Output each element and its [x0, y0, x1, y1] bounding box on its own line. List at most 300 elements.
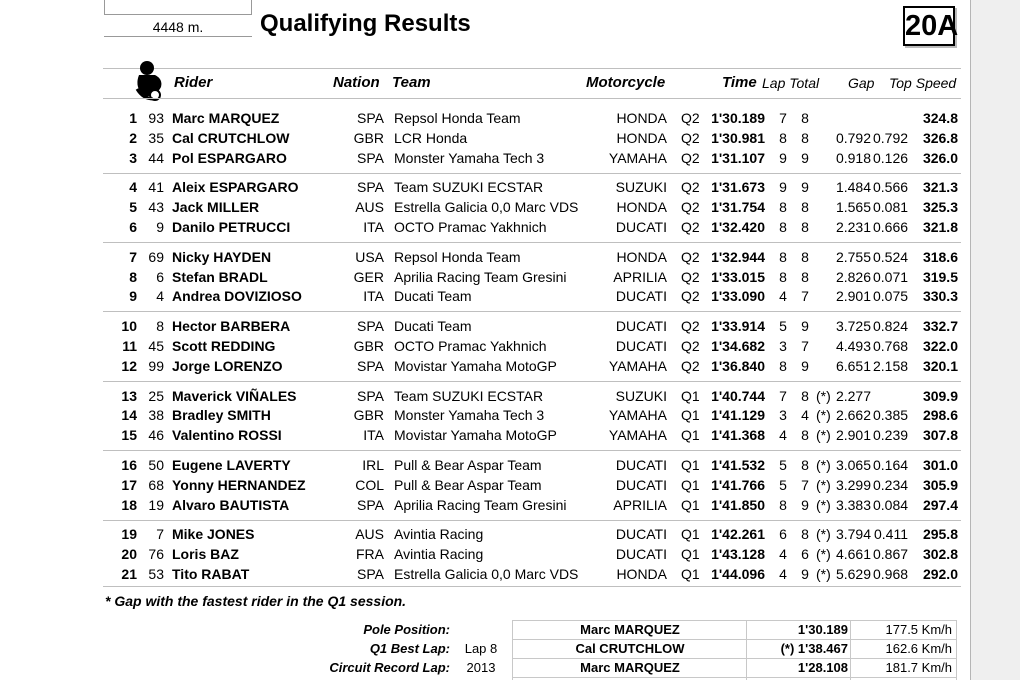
rider-name-cell: Jack MILLER	[172, 199, 260, 216]
session-cell: Q2	[681, 219, 700, 235]
team-cell: Aprilia Racing Team Gresini	[394, 496, 567, 513]
window-frame-right	[970, 0, 1020, 680]
gap-first-cell: 2.901	[835, 427, 871, 444]
total-laps-cell: 8	[801, 199, 809, 216]
top-speed-cell: 326.0	[922, 149, 958, 166]
gap-first-cell: 0.792	[835, 129, 871, 146]
top-speed-cell: 297.4	[922, 496, 958, 513]
team-cell: Avintia Racing	[394, 526, 484, 543]
position-cell: 15	[121, 427, 137, 444]
total-laps-cell: 8	[801, 427, 809, 444]
gap-previous-cell: 0.666	[873, 219, 909, 235]
gap-previous-cell: 0.792	[873, 129, 909, 146]
lap-time-cell: 1'41.850	[711, 496, 765, 513]
summary-column-rule	[746, 620, 747, 680]
nation-cell: COL	[355, 476, 384, 493]
footnote: * Gap with the fastest rider in the Q1 session.	[105, 593, 407, 609]
best-lap-cell: 8	[779, 268, 787, 285]
nation-cell: GBR	[353, 407, 384, 424]
best-lap-cell: 8	[779, 496, 787, 513]
top-speed-cell: 321.8	[922, 219, 958, 235]
nation-cell: SPA	[357, 110, 384, 126]
motorcycle-cell: HONDA	[616, 248, 667, 265]
group-divider	[103, 311, 961, 312]
total-laps-cell: 8	[801, 268, 809, 285]
session-cell: Q2	[681, 357, 700, 374]
position-cell: 19	[121, 526, 137, 543]
position-cell: 9	[129, 288, 137, 305]
summary-time: 1'30.189	[797, 622, 848, 637]
team-cell: Estrella Galicia 0,0 Marc VDS	[394, 199, 579, 216]
table-row	[0, 386, 970, 406]
summary-label: Q1 Best Lap:	[369, 641, 450, 656]
team-cell: LCR Honda	[394, 129, 468, 146]
summary-top-rule	[512, 620, 956, 621]
best-lap-cell: 4	[779, 546, 787, 563]
motorcycle-cell: DUCATI	[615, 219, 667, 235]
rider-number-cell: 8	[156, 318, 164, 335]
total-laps-cell: 8	[801, 526, 809, 543]
gap-previous-cell: 0.524	[873, 248, 909, 265]
rider-number-cell: 9	[156, 219, 164, 235]
total-laps-cell: 8	[801, 457, 809, 473]
table-row	[0, 197, 970, 217]
lap-time-cell: 1'43.128	[711, 546, 765, 563]
gap-first-cell: 3.299	[835, 476, 871, 493]
rider-name-cell: Scott REDDING	[172, 338, 276, 354]
table-row	[0, 217, 970, 237]
column-header-lap-total: Lap Total	[762, 75, 820, 91]
top-speed-cell: 326.8	[922, 129, 958, 146]
best-lap-cell: 5	[779, 318, 787, 335]
rider-number-cell: 44	[148, 149, 164, 166]
rider-name-cell: Tito RABAT	[172, 566, 250, 582]
motorcycle-cell: HONDA	[616, 199, 667, 216]
summary-row	[300, 658, 960, 677]
best-lap-cell: 8	[779, 219, 787, 235]
rider-number-cell: 41	[148, 179, 164, 196]
table-row	[0, 177, 970, 197]
top-speed-cell: 292.0	[922, 566, 958, 582]
position-cell: 2	[129, 129, 137, 146]
table-row	[0, 286, 970, 306]
session-cell: Q2	[681, 179, 700, 196]
position-cell: 5	[129, 199, 137, 216]
position-cell: 14	[121, 407, 137, 424]
q1-marker-cell: (*)	[816, 546, 831, 563]
column-header-gap: Gap	[848, 75, 875, 91]
lap-time-cell: 1'42.261	[711, 526, 765, 543]
gap-previous-cell: 0.239	[873, 427, 909, 444]
group-divider	[103, 381, 961, 382]
team-cell: Repsol Honda Team	[394, 110, 521, 126]
page-title: Qualifying Results	[260, 10, 471, 37]
column-header-motorcycle: Motorcycle	[586, 74, 666, 91]
rider-number-cell: 7	[156, 526, 164, 543]
summary-speed: 181.7 Km/h	[885, 660, 952, 675]
top-speed-cell: 332.7	[922, 318, 958, 335]
rider-number-cell: 99	[148, 357, 164, 374]
column-header-rider: Rider	[174, 74, 213, 91]
q1-marker-cell: (*)	[816, 526, 831, 543]
rider-name-cell: Andrea DOVIZIOSO	[172, 288, 302, 305]
position-cell: 12	[121, 357, 137, 374]
best-lap-cell: 4	[779, 288, 787, 305]
rider-name-cell: Maverick VIÑALES	[172, 387, 297, 404]
motorcycle-cell: YAMAHA	[608, 407, 667, 424]
rider-number-cell: 68	[148, 476, 164, 493]
team-cell: Repsol Honda Team	[394, 248, 521, 265]
team-cell: Pull & Bear Aspar Team	[394, 476, 542, 493]
total-laps-cell: 6	[801, 546, 809, 563]
top-speed-cell: 325.3	[922, 199, 958, 216]
total-laps-cell: 9	[801, 357, 809, 374]
best-lap-cell: 5	[779, 476, 787, 493]
session-cell: Q2	[681, 149, 700, 166]
gap-first-cell: 6.651	[835, 357, 871, 374]
summary-speed: 162.6 Km/h	[885, 641, 952, 656]
team-cell: Monster Yamaha Tech 3	[394, 149, 545, 166]
position-cell: 6	[129, 219, 137, 235]
table-row	[0, 405, 970, 425]
gap-previous-cell: 0.768	[873, 338, 909, 354]
table-row	[0, 128, 970, 148]
group-divider	[103, 520, 961, 521]
gap-previous-cell: 0.164	[873, 457, 909, 473]
nation-cell: AUS	[355, 199, 384, 216]
motorcycle-cell: DUCATI	[615, 546, 667, 563]
session-cell: Q2	[681, 288, 700, 305]
session-cell: Q2	[681, 110, 700, 126]
lap-time-cell: 1'41.766	[711, 476, 765, 493]
column-header-time: Time	[722, 74, 757, 91]
motorcycle-cell: APRILIA	[613, 496, 667, 513]
q1-marker-cell: (*)	[816, 496, 831, 513]
rider-number-cell: 50	[148, 457, 164, 473]
team-cell: Avintia Racing	[394, 546, 484, 563]
total-laps-cell: 8	[801, 248, 809, 265]
rider-number-cell: 45	[148, 338, 164, 354]
session-cell: Q2	[681, 129, 700, 146]
session-cell: Q2	[681, 318, 700, 335]
rider-name-cell: Alvaro BAUTISTA	[172, 496, 290, 513]
summary-time: 1'28.108	[797, 660, 848, 675]
circuit-logo-box	[104, 0, 252, 15]
rider-name-cell: Aleix ESPARGARO	[172, 179, 299, 196]
team-cell: Movistar Yamaha MotoGP	[394, 427, 557, 444]
nation-cell: USA	[355, 248, 384, 265]
lap-time-cell: 1'41.532	[711, 457, 765, 473]
group-divider	[103, 173, 961, 174]
motorcycle-cell: DUCATI	[615, 526, 667, 543]
rider-number-cell: 38	[148, 407, 164, 424]
motorcycle-cell: DUCATI	[615, 476, 667, 493]
document-code-badge: 20A	[903, 6, 955, 46]
table-row	[0, 267, 970, 287]
summary-column-rule	[512, 620, 513, 680]
gap-first-cell: 2.755	[835, 248, 871, 265]
gap-previous-cell: 0.824	[873, 318, 909, 335]
session-cell: Q1	[681, 476, 700, 493]
column-header-team: Team	[392, 74, 431, 91]
rider-name-cell: Bradley SMITH	[172, 407, 271, 424]
best-lap-cell: 7	[779, 110, 787, 126]
motorcycle-cell: HONDA	[616, 566, 667, 582]
position-cell: 4	[129, 179, 137, 196]
top-speed-cell: 322.0	[922, 338, 958, 354]
table-row	[0, 475, 970, 495]
q1-marker-cell: (*)	[816, 457, 831, 473]
top-speed-cell: 305.9	[922, 476, 958, 493]
q1-marker-cell: (*)	[816, 427, 831, 444]
total-laps-cell: 7	[801, 338, 809, 354]
session-cell: Q1	[681, 407, 700, 424]
best-lap-cell: 8	[779, 199, 787, 216]
team-cell: Ducati Team	[394, 318, 472, 335]
summary-rule	[512, 677, 956, 678]
rider-name-cell: Marc MARQUEZ	[172, 110, 280, 126]
nation-cell: ITA	[363, 427, 384, 444]
team-cell: OCTO Pramac Yakhnich	[394, 219, 547, 235]
rider-name-cell: Mike JONES	[172, 526, 255, 543]
top-speed-cell: 307.8	[922, 427, 958, 444]
rider-name-cell: Yonny HERNANDEZ	[172, 476, 306, 493]
table-row	[0, 356, 970, 376]
gap-previous-cell: 0.075	[873, 288, 909, 305]
session-cell: Q2	[681, 199, 700, 216]
lap-time-cell: 1'30.981	[711, 129, 765, 146]
session-cell: Q2	[681, 268, 700, 285]
gap-first-cell: 2.662	[835, 407, 871, 424]
rider-name-cell: Danilo PETRUCCI	[172, 219, 291, 235]
total-laps-cell: 8	[801, 129, 809, 146]
table-row	[0, 336, 970, 356]
gap-previous-cell: 0.234	[873, 476, 909, 493]
lap-time-cell: 1'34.682	[711, 338, 765, 354]
rider-name-cell: Pol ESPARGARO	[172, 149, 287, 166]
gap-first-cell: 3.383	[835, 496, 871, 513]
total-laps-cell: 8	[801, 387, 809, 404]
top-speed-cell: 324.8	[922, 110, 958, 126]
gap-first-cell: 0.918	[835, 149, 871, 166]
team-cell: Aprilia Racing Team Gresini	[394, 268, 567, 285]
table-row	[0, 564, 970, 584]
top-speed-cell: 320.1	[922, 357, 958, 374]
team-cell: Movistar Yamaha MotoGP	[394, 357, 557, 374]
best-lap-cell: 5	[779, 457, 787, 473]
motorcycle-cell: DUCATI	[615, 318, 667, 335]
lap-time-cell: 1'31.754	[711, 199, 765, 216]
motorcycle-cell: APRILIA	[613, 268, 667, 285]
motorcycle-rider-icon	[133, 59, 167, 101]
gap-first-cell: 2.277	[835, 387, 871, 404]
team-cell: Ducati Team	[394, 288, 472, 305]
session-cell: Q1	[681, 427, 700, 444]
session-cell: Q1	[681, 457, 700, 473]
session-cell: Q1	[681, 566, 700, 582]
top-speed-cell: 319.5	[922, 268, 958, 285]
summary-time: (*) 1'38.467	[780, 641, 848, 656]
gap-previous-cell: 0.126	[873, 149, 909, 166]
rider-number-cell: 19	[148, 496, 164, 513]
lap-time-cell: 1'41.129	[711, 407, 765, 424]
gap-previous-cell: 0.081	[873, 199, 909, 216]
summary-speed: 177.5 Km/h	[885, 622, 952, 637]
rider-name-cell: Stefan BRADL	[172, 268, 268, 285]
group-divider	[103, 450, 961, 451]
summary-column-rule	[850, 620, 851, 680]
lap-time-cell: 1'36.840	[711, 357, 765, 374]
summary-extra: 2013	[466, 660, 496, 675]
session-cell: Q1	[681, 496, 700, 513]
table-row	[0, 316, 970, 336]
gap-previous-cell: 2.158	[873, 357, 909, 374]
table-row	[0, 495, 970, 515]
column-header-nation: Nation	[333, 74, 380, 91]
q1-marker-cell: (*)	[816, 566, 831, 582]
header-bottom-rule	[103, 98, 961, 99]
rider-name-cell: Valentino ROSSI	[172, 427, 282, 444]
best-lap-cell: 8	[779, 357, 787, 374]
position-cell: 7	[129, 248, 137, 265]
team-cell: Team SUZUKI ECSTAR	[394, 179, 544, 196]
nation-cell: SPA	[357, 179, 384, 196]
nation-cell: ITA	[363, 219, 384, 235]
lap-time-cell: 1'32.420	[711, 219, 765, 235]
total-laps-cell: 8	[801, 110, 809, 126]
best-lap-cell: 4	[779, 427, 787, 444]
top-speed-cell: 321.3	[922, 179, 958, 196]
gap-previous-cell: 0.968	[873, 566, 909, 582]
position-cell: 21	[121, 566, 137, 582]
table-bottom-rule	[103, 586, 961, 587]
nation-cell: SPA	[357, 149, 384, 166]
rider-name-cell: Nicky HAYDEN	[172, 248, 272, 265]
lap-time-cell: 1'41.368	[711, 427, 765, 444]
rider-number-cell: 53	[148, 566, 164, 582]
position-cell: 16	[121, 457, 137, 473]
best-lap-cell: 3	[779, 407, 787, 424]
position-cell: 13	[121, 387, 137, 404]
nation-cell: GER	[353, 268, 384, 285]
lap-time-cell: 1'40.744	[711, 387, 765, 404]
summary-rider: Marc MARQUEZ	[580, 660, 680, 675]
motorcycle-cell: YAMAHA	[608, 149, 667, 166]
total-laps-cell: 9	[801, 496, 809, 513]
summary-row	[300, 620, 960, 639]
team-cell: Pull & Bear Aspar Team	[394, 457, 542, 473]
summary-extra: Lap 8	[464, 641, 498, 656]
gap-previous-cell: 0.566	[873, 179, 909, 196]
lap-time-cell: 1'31.107	[711, 149, 765, 166]
rider-number-cell: 6	[156, 268, 164, 285]
gap-previous-cell: 0.867	[873, 546, 909, 563]
nation-cell: GBR	[353, 129, 384, 146]
top-speed-cell: 330.3	[922, 288, 958, 305]
team-cell: OCTO Pramac Yakhnich	[394, 338, 547, 354]
gap-first-cell: 5.629	[835, 566, 871, 582]
lap-time-cell: 1'30.189	[711, 110, 765, 126]
gap-first-cell: 1.565	[835, 199, 871, 216]
nation-cell: ITA	[363, 288, 384, 305]
position-cell: 8	[129, 268, 137, 285]
best-lap-cell: 8	[779, 129, 787, 146]
team-cell: Monster Yamaha Tech 3	[394, 407, 545, 424]
total-laps-cell: 9	[801, 179, 809, 196]
total-laps-cell: 9	[801, 149, 809, 166]
session-cell: Q2	[681, 338, 700, 354]
nation-cell: GBR	[353, 338, 384, 354]
column-header-top-speed: Top Speed	[889, 75, 957, 91]
gap-first-cell: 4.661	[835, 546, 871, 563]
team-cell: Estrella Galicia 0,0 Marc VDS	[394, 566, 579, 582]
rider-number-cell: 93	[148, 110, 164, 126]
gap-first-cell: 1.484	[835, 179, 871, 196]
q1-marker-cell: (*)	[816, 476, 831, 493]
rider-number-cell: 43	[148, 199, 164, 216]
top-speed-cell: 295.8	[922, 526, 958, 543]
rider-name-cell: Eugene LAVERTY	[172, 457, 291, 473]
position-cell: 11	[122, 338, 137, 354]
table-row	[0, 524, 970, 544]
nation-cell: SPA	[357, 496, 384, 513]
q1-marker-cell: (*)	[816, 407, 831, 424]
summary-column-rule	[956, 620, 957, 680]
motorcycle-cell: DUCATI	[615, 457, 667, 473]
position-cell: 10	[121, 318, 137, 335]
gap-first-cell: 3.065	[835, 457, 871, 473]
lap-time-cell: 1'44.096	[711, 566, 765, 582]
rider-name-cell: Loris BAZ	[172, 546, 239, 563]
gap-first-cell: 2.901	[835, 288, 871, 305]
gap-previous-cell: 0.385	[873, 407, 909, 424]
best-lap-cell: 9	[779, 149, 787, 166]
session-cell: Q1	[681, 526, 700, 543]
lap-time-cell: 1'33.090	[711, 288, 765, 305]
top-speed-cell: 302.8	[922, 546, 958, 563]
summary-label: Circuit Record Lap:	[329, 660, 450, 675]
rider-name-cell: Jorge LORENZO	[172, 357, 283, 374]
motorcycle-cell: SUZUKI	[615, 387, 667, 404]
position-cell: 3	[129, 149, 137, 166]
summary-row	[300, 639, 960, 658]
best-lap-cell: 3	[779, 338, 787, 354]
total-laps-cell: 8	[801, 219, 809, 235]
position-cell: 1	[129, 110, 137, 126]
lap-time-cell: 1'32.944	[711, 248, 765, 265]
nation-cell: SPA	[357, 566, 384, 582]
lap-time-cell: 1'31.673	[711, 179, 765, 196]
session-cell: Q2	[681, 248, 700, 265]
motorcycle-cell: DUCATI	[615, 338, 667, 354]
circuit-distance: 4448 m.	[104, 18, 252, 37]
table-row	[0, 148, 970, 168]
gap-first-cell: 2.826	[835, 268, 871, 285]
total-laps-cell: 7	[801, 476, 809, 493]
gap-first-cell: 3.794	[835, 526, 871, 543]
session-cell: Q1	[681, 387, 700, 404]
best-lap-cell: 7	[779, 387, 787, 404]
top-speed-cell: 298.6	[922, 407, 958, 424]
total-laps-cell: 7	[801, 288, 809, 305]
nation-cell: IRL	[362, 457, 384, 473]
lap-time-cell: 1'33.914	[711, 318, 765, 335]
best-lap-cell: 9	[779, 179, 787, 196]
gap-previous-cell: 0.411	[874, 526, 908, 543]
session-cell: Q1	[681, 546, 700, 563]
position-cell: 18	[121, 496, 137, 513]
top-speed-cell: 309.9	[922, 387, 958, 404]
